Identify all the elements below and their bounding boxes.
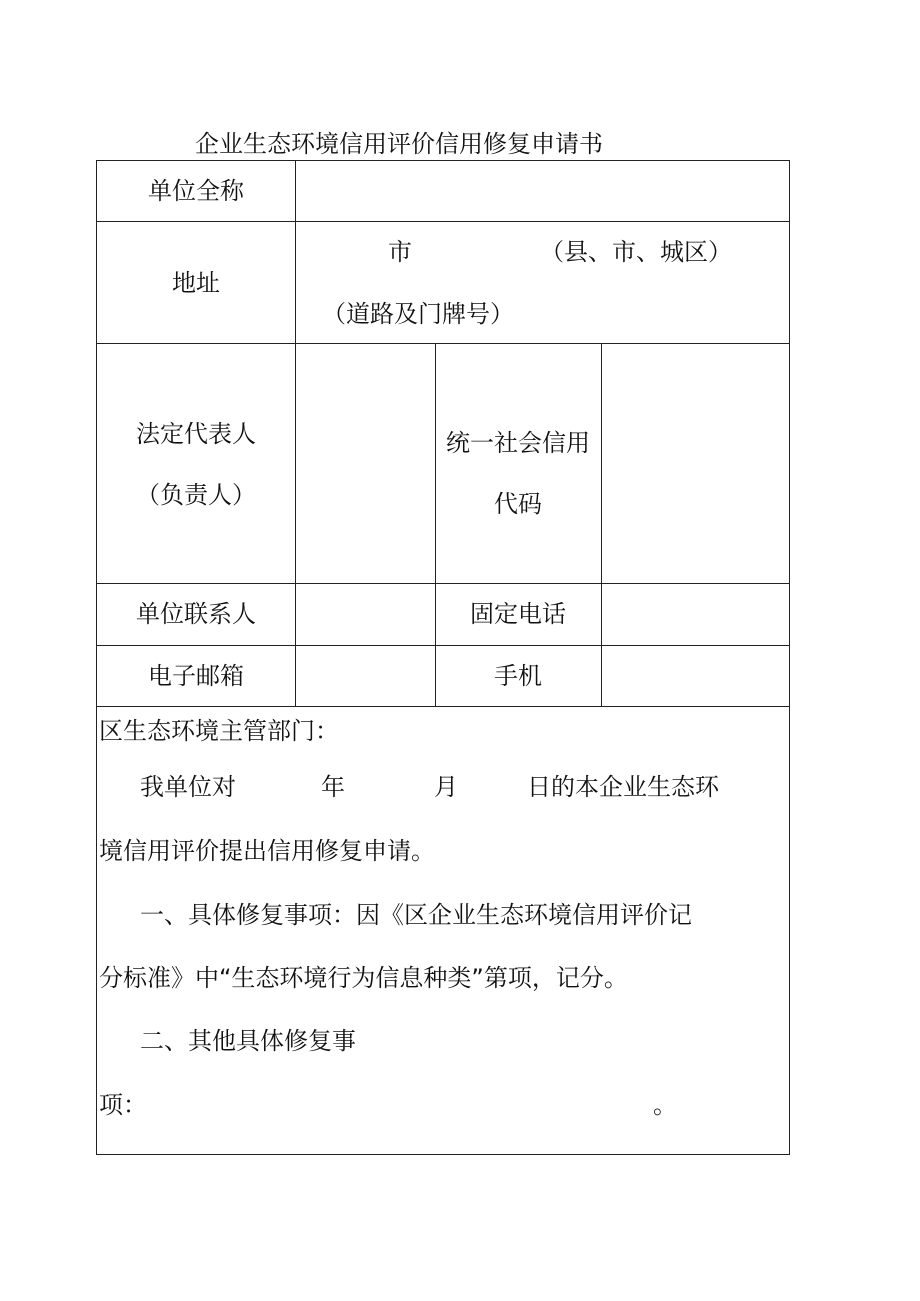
table-border-top bbox=[96, 160, 790, 161]
letter-paragraph-1-line-2: 境信用评价提出信用修复申请。 bbox=[99, 837, 435, 865]
table-border-bottom bbox=[96, 1154, 790, 1155]
mobile-label: 手机 bbox=[494, 662, 542, 690]
repair-item-1-line-1: 一、具体修复事项：因《区企业生态环境信用评价记 bbox=[140, 901, 692, 929]
email-field[interactable] bbox=[300, 664, 430, 694]
address-city-label: 市 bbox=[388, 238, 412, 266]
legal-rep-sublabel: （负责人） bbox=[136, 481, 256, 509]
column-divider bbox=[435, 343, 436, 706]
address-street-label: （道路及门牌号） bbox=[322, 300, 514, 328]
landline-field[interactable] bbox=[606, 602, 784, 632]
contact-field[interactable] bbox=[300, 602, 430, 632]
letter-paragraph-1-start: 我单位对 bbox=[140, 773, 236, 801]
address-label: 地址 bbox=[172, 269, 220, 297]
column-divider bbox=[601, 343, 602, 706]
letter-addressee: 区生态环境主管部门： bbox=[99, 717, 339, 745]
landline-label: 固定电话 bbox=[470, 600, 566, 628]
letter-month-label: 月 bbox=[434, 773, 458, 801]
row-divider bbox=[96, 343, 790, 344]
table-border-left bbox=[96, 160, 97, 1155]
credit-code-field[interactable] bbox=[606, 440, 784, 470]
legal-rep-label: 法定代表人 bbox=[136, 420, 256, 448]
column-divider bbox=[295, 160, 296, 706]
repair-item-2-line-1: 二、其他具体修复事 bbox=[140, 1027, 356, 1055]
letter-paragraph-1-rest: 日的本企业生态环 bbox=[527, 773, 719, 801]
address-county-label: （县、市、城区） bbox=[540, 238, 732, 266]
credit-code-label: 统一社会信用 bbox=[446, 429, 590, 457]
row-divider bbox=[96, 706, 790, 707]
repair-item-2-line-2: 项： bbox=[99, 1091, 147, 1119]
contact-label: 单位联系人 bbox=[136, 600, 256, 628]
letter-year-label: 年 bbox=[321, 773, 345, 801]
repair-item-2-end: 。 bbox=[653, 1091, 677, 1119]
document-title: 企业生态环境信用评价信用修复申请书 bbox=[195, 130, 603, 158]
legal-rep-field[interactable] bbox=[300, 440, 430, 470]
unit-name-label: 单位全称 bbox=[148, 177, 244, 205]
email-label: 电子邮箱 bbox=[148, 662, 244, 690]
row-divider bbox=[96, 583, 790, 584]
row-divider bbox=[96, 221, 790, 222]
repair-item-1-line-2: 分标准》中“生态环境行为信息种类”第项，记分。 bbox=[99, 964, 628, 992]
mobile-field[interactable] bbox=[606, 664, 784, 694]
table-border-right bbox=[789, 160, 790, 1155]
credit-code-sublabel: 代码 bbox=[494, 490, 542, 518]
row-divider bbox=[96, 645, 790, 646]
unit-name-field[interactable] bbox=[300, 179, 784, 209]
